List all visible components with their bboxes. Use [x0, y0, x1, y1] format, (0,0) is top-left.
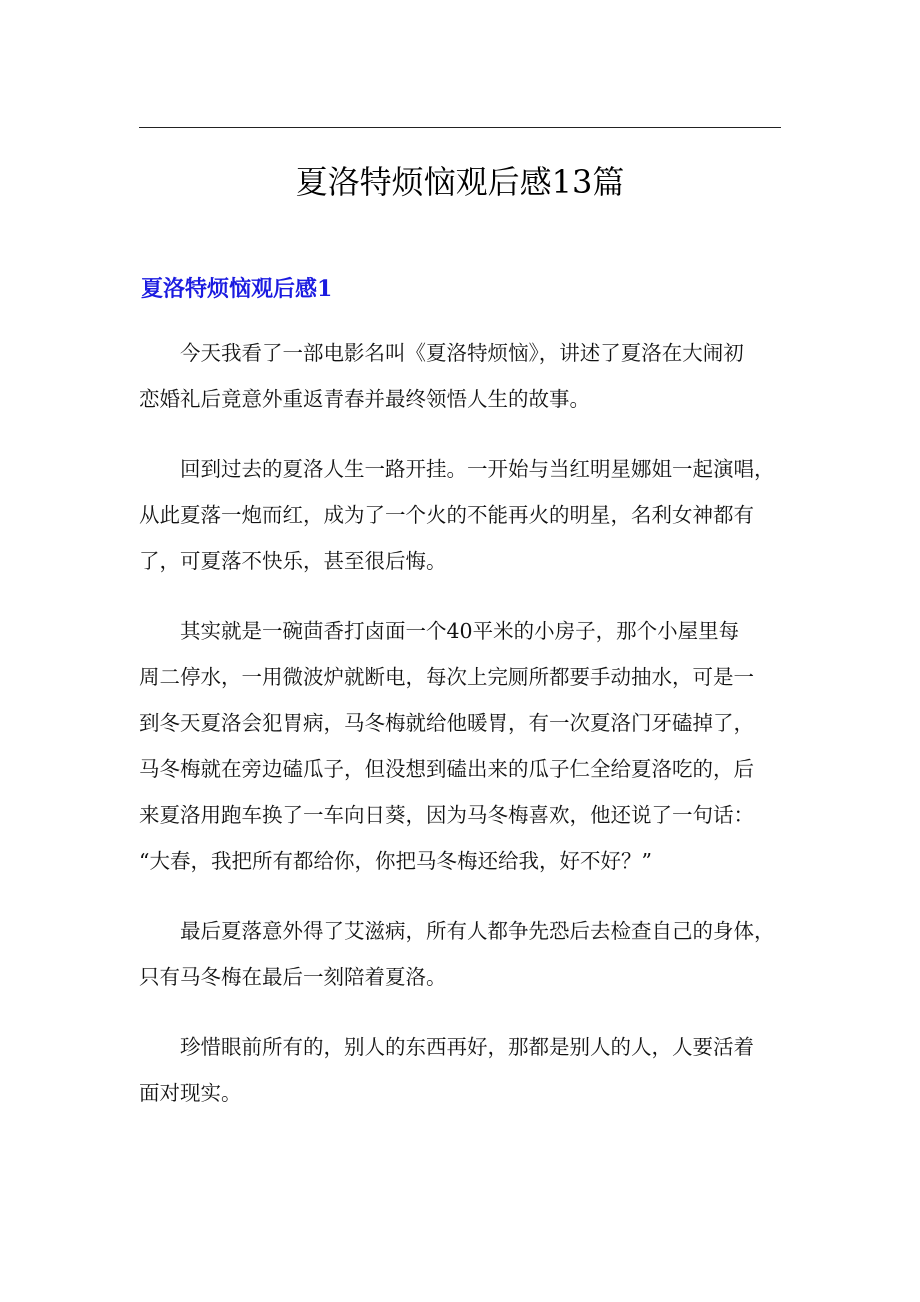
- text-line: 了，可夏落不快乐，甚至很后悔。: [139, 549, 447, 573]
- text-line: 回到过去的夏洛人生一路开挂。一开始与当红明星娜姐一起演唱，: [180, 457, 775, 481]
- paragraph: [139, 608, 781, 884]
- text-line: 只有马冬梅在最后一刻陪着夏洛。: [139, 965, 447, 989]
- text-line: 周二停水，一用微波炉就断电，每次上完厕所都要手动抽水，可是一: [139, 665, 754, 689]
- paragraph: [139, 446, 781, 584]
- article-body: [139, 330, 781, 1140]
- text-line: 到冬天夏洛会犯胃病，马冬梅就给他暖胃，有一次夏洛门牙磕掉了，: [139, 711, 754, 735]
- text-line: “大春，我把所有都给你，你把马冬梅还给我，好不好？”: [139, 849, 652, 873]
- document-title: 夏洛特烦恼观后感13篇: [295, 163, 625, 201]
- text-line: 今天我看了一部电影名叫《夏洛特烦恼》，讲述了夏洛在大闹初: [180, 341, 744, 365]
- section-heading: 夏洛特烦恼观后感1: [141, 276, 333, 302]
- text-line: 最后夏落意外得了艾滋病，所有人都争先恐后去检查自己的身体，: [180, 919, 775, 943]
- paragraph: [139, 330, 781, 422]
- text-line: 恋婚礼后竟意外重返青春并最终领悟人生的故事。: [139, 387, 590, 411]
- paragraph: [139, 908, 781, 1000]
- text-line: 珍惜眼前所有的，别人的东西再好，那都是别人的人，人要活着: [180, 1035, 754, 1059]
- text-line: 马冬梅就在旁边磕瓜子，但没想到磕出来的瓜子仁全给夏洛吃的，后: [139, 757, 754, 781]
- text-line: 来夏洛用跑车换了一车向日葵，因为马冬梅喜欢，他还说了一句话：: [139, 803, 754, 827]
- text-line: 面对现实。: [139, 1081, 242, 1105]
- text-line: 其实就是一碗茴香打卤面一个40平米的小房子，那个小屋里每: [180, 619, 740, 643]
- paragraph: [139, 1024, 781, 1116]
- header-rule: [139, 127, 781, 128]
- text-line: 从此夏落一炮而红，成为了一个火的不能再火的明星，名利女神都有: [139, 503, 754, 527]
